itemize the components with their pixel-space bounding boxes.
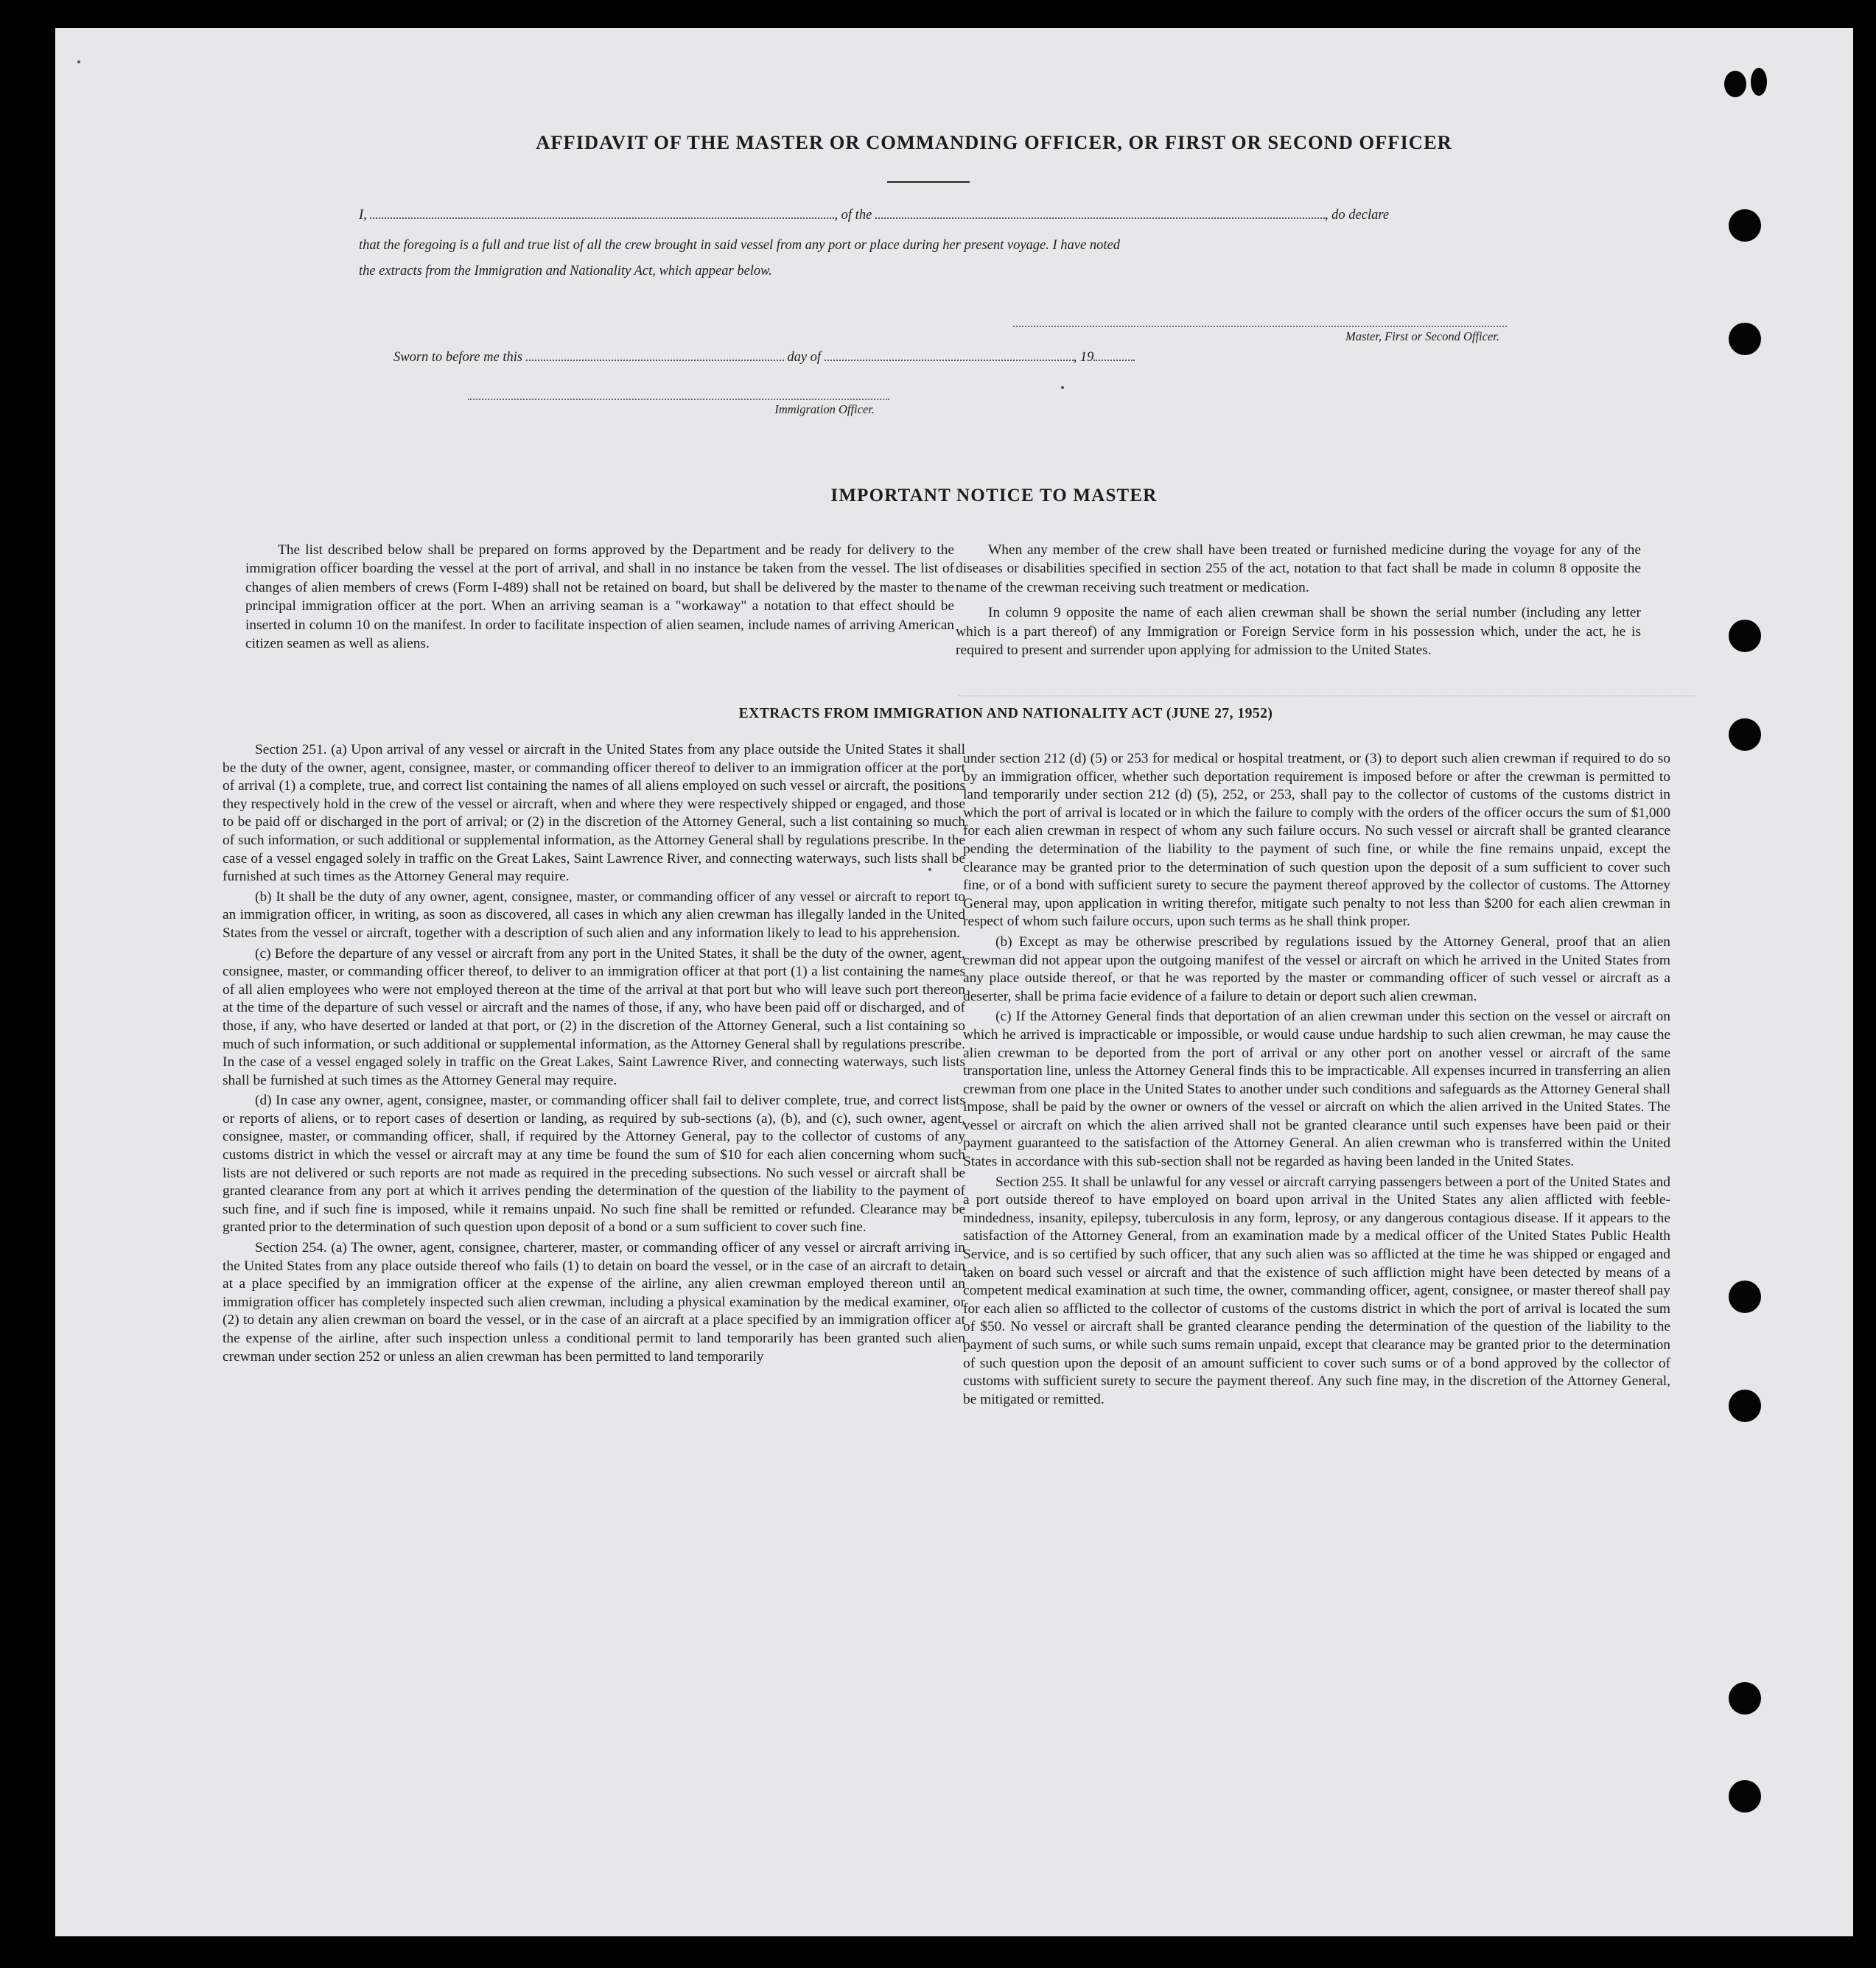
notice-left-column — [245, 541, 954, 655]
statute-paragraph: (d) In case any owner, agent, consignee, master, or commanding officer shall fail to deliver complete, true, and correct lists or reports of aliens, or to report cases of desertion or landing, as required by sub-sections (a), (b), and (c), such owner, agent, consignee, master, or commanding officer, shall, if required by the Attorney General, pay to the collector of customs of any customs district in which the vessel or aircraft may at any time be found the sum of $10 for each alien concerning whom such lists are not delivered or such reports are not made as required in the preceding subsections. No such vessel or aircraft shall be granted clearance from any port at which it arrives pending the determination of the question of the liability to the payment of such fine, and if such fine is imposed, while it remains unpaid. No such fine shall be remitted or refunded. Clearance may be granted prior to the determination of such question upon deposit of a bond or a sum sufficient to cover such fine. — [223, 1093, 965, 1236]
sworn-year: , 19 — [1073, 350, 1094, 365]
punch-hole — [1729, 1780, 1761, 1813]
sworn-day-of: day of — [787, 350, 822, 365]
master-signature-label: Master, First or Second Officer. — [1345, 329, 1499, 343]
declaration-i: I, — [359, 208, 367, 223]
punch-hole — [1729, 620, 1761, 652]
speck — [77, 60, 80, 63]
statute-paragraph: Section 254. (a) The owner, agent, consignee, charterer, master, or commanding officer of any vessel or aircraft arriving in the United States from any place outside thereof who fails (1) to detain on board the vessel, or in the case of an aircraft to detain at a place specified by an immigration officer at the expense of the airline, any alien crewman employed thereon until an immigration officer has completely inspected such alien crewman, including a physical examination by the medical examiner, or (2) to detain any alien crewman on board the vessel, or in the case of an aircraft at a place specified by an immigration officer at the expense of the airline, after such inspection unless a conditional permit to land temporarily has been granted such alien crewman under section 252 or unless an alien crewman has been permitted to land temporarily — [223, 1240, 965, 1365]
statute-paragraph: (b) It shall be the duty of any owner, agent, consignee, master, or commanding officer of any vessel or aircraft to report to an immigration officer, in writing, as soon as discovered, all cases in which any alien crewman has illegally landed in the United States from the vessel or aircraft, together with a description of such alien and any information likely to lead to his apprehension. — [223, 889, 965, 941]
name-field[interactable] — [370, 207, 834, 219]
statute-paragraph: under section 212 (d) (5) or 253 for medical or hospital treatment, or (3) to deport such alien crewman if required to do so by an immigration officer, whether such deportation requirement is imposed before or after the crewman is permitted to land temporarily under section 212 (d) (5), 252, or 253, shall pay to the collector of customs of the customs district in which the port of arrival is located or in which the failure to comply with the orders of the officer occurs the sum of $1,000 for each alien crewman in respect of whom any such failure occurs. No such vessel or aircraft shall be granted clearance pending the determination of the liability to the payment of such fine, or while the fine remains unpaid, except the clearance may be granted prior to the determination of such question upon the deposit of a sum sufficient to cover such fine, or of a bond with sufficient surety to secure the payment thereof approved by the collector of customs. The Attorney General may, upon application in writing therefor, mitigate such penalty to not less than $200 for each alien crewman in respect of whom such failure occurs, upon such terms as he shall think proper. — [963, 751, 1670, 930]
extracts-title: EXTRACTS FROM IMMIGRATION AND NATIONALITY ACT (JUNE 27, 1952) — [738, 706, 1273, 721]
speck — [1061, 386, 1064, 389]
statute-paragraph: (c) If the Attorney General finds that deportation of an alien crewman under this section on the vessel or aircraft on which he arrived is impracticable or impossible, or would cause undue hardship to such alien crewman, he may cause the alien crewman to be deported from the port of arrival or any other port on another vessel or aircraft of the same transportation line, unless the Attorney General finds this to be impracticable. All expenses incurred in transferring an alien crewman from one place in the United States to another under such conditions and safeguards as the Attorney General shall impose, shall be paid by the owner or owners of the vessel or aircraft on which the alien arrived in the United States. The vessel or aircraft on which the alien arrived shall not be granted clearance until such expenses have been paid or their payment guaranteed to the satisfaction of the Attorney General. An alien crewman who is transferred within the United States in accordance with this sub-section shall not be regarded as having been landed in the United States. — [963, 1009, 1670, 1170]
punch-hole — [1729, 1682, 1761, 1715]
declaration-line-1 — [359, 207, 1389, 223]
declaration-line-2: that the foregoing is a full and true list of all the crew brought in said vessel from any port or place during her present voyage. I have noted — [359, 238, 1120, 253]
notice-right-column — [956, 541, 1641, 666]
punch-hole — [1729, 209, 1761, 242]
notice-paragraph: When any member of the crew shall have been treated or furnished medicine during the voyage for any of the diseases or disabilities specified in section 255 of the act, notation to that fact shall be made in column 8 opposite the name of the crewman receiving such treatment or medication. — [956, 542, 1641, 595]
punch-hole — [1729, 323, 1761, 355]
statute-paragraph: Section 251. (a) Upon arrival of any vessel or aircraft in the United States from any place outside the United States it shall be the duty of the owner, agent, consignee, master, or commanding officer thereof to deliver to an immigration officer at the port of arrival (1) a complete, true, and correct list containing the names of all aliens employed on such vessel or aircraft, the positions they respectively hold in the crew of the vessel or aircraft, when and where they were respectively shipped or engaged, and those to be paid off or discharged in the port of arrival; or (2) in the discretion of the Attorney General, such a list containing so much of such information, or such additional or supplemental information, as the Attorney General shall by regulations prescribe. In the case of a vessel engaged solely in traffic on the Great Lakes, Saint Lawrence River, and connecting waterways, such lists shall be furnished at such times as the Attorney General may require. — [223, 742, 965, 885]
declaration-line-3: the extracts from the Immigration and Nationality Act, which appear below. — [359, 264, 772, 279]
master-signature-field[interactable] — [1013, 326, 1507, 327]
statute-paragraph: Section 255. It shall be unlawful for any vessel or aircraft carrying passengers between a port of the United States and a port outside thereof to have employed on board upon arrival in the United States any alien afflicted with feeble-mindedness, insanity, epilepsy, tuberculosis in any form, leprosy, or any dangerous contagious disease. If it appears to the satisfaction of the Attorney General, from an examination made by a medical officer of the United States Public Health Service, and is so certified by such officer, that any such alien was so afflicted at the time he was shipped or engaged and taken on board such vessel or aircraft and that the existence of such affliction might have been detected by means of a competent medical examination at such time, the owner, commanding officer, agent, consignee, or master thereof shall pay for each alien so afflicted to the collector of customs of the customs district in which the port of arrival is located the sum of $50. No vessel or aircraft shall be granted clearance pending the determination of the question of the liability to the payment of such sums, or while such sums remain unpaid, except that clearance may be granted prior to the determination of such question upon the deposit of an amount sufficient to cover such sums or of a bond approved by the collector of customs with sufficient surety to secure the payment thereof. Any such fine may, in the discretion of the Attorney General, be mitigated or remitted. — [963, 1174, 1670, 1407]
sworn-day-field[interactable] — [526, 349, 784, 361]
punch-hole — [1724, 71, 1746, 97]
sworn-year-field[interactable] — [1093, 349, 1135, 361]
punch-hole — [1729, 1281, 1761, 1313]
declaration-do-declare: , do declare — [1324, 208, 1390, 223]
extracts-right-column — [963, 750, 1670, 1411]
title-underline — [887, 181, 970, 183]
punch-hole — [1729, 718, 1761, 751]
document-page — [55, 28, 1853, 1936]
sworn-line — [393, 349, 1135, 365]
affidavit-title: AFFIDAVIT OF THE MASTER OR COMMANDING OFFICER, OR FIRST OR SECOND OFFICER — [536, 131, 1452, 153]
notice-paragraph: In column 9 opposite the name of each alien crewman shall be shown the serial number (including any letter which is a part thereof) of any Immigration or Foreign Service form in his possession which, under the act, he is required to present and surrender upon applying for admission to the United States. — [956, 605, 1641, 659]
notice-title: IMPORTANT NOTICE TO MASTER — [830, 486, 1158, 505]
statute-paragraph: (c) Before the departure of any vessel or aircraft from any port in the United States, it shall be the duty of the owner, agent, consignee, master, or commanding officer thereof, to deliver to an immigration officer at that port (1) a list containing the names of all alien employees who were not employed thereon at the time of the arrival at that port but who will leave such port thereon at the time of the departure of such vessel or aircraft and the names of those, if any, who have been paid off or discharged, and of those, if any, who have deserted or landed at that port, or (2) in the discretion of the Attorney General, such a list containing so much of such information, or such additional or supplemental information, as the Attorney General shall by regulations prescribe. In the case of a vessel engaged solely in traffic on the Great Lakes, Saint Lawrence River, and connecting waterways, such lists shall be furnished at such times as the Attorney General may require. — [223, 945, 965, 1088]
punch-hole — [1729, 1390, 1761, 1422]
vessel-field[interactable] — [875, 207, 1325, 219]
punch-hole — [1751, 68, 1767, 96]
statute-paragraph: (b) Except as may be otherwise prescribed by regulations issued by the Attorney General, proof that an alien crewman did not appear upon the outgoing manifest of the vessel or aircraft on which he arrived in the United States from any place outside thereof, or that he was reported by the master or commanding officer of such vessel or aircraft as a deserter, shall be prima facie evidence of a failure to detain or deport such alien crewman. — [963, 934, 1670, 1004]
notice-paragraph: The list described below shall be prepared on forms approved by the Department and be ready for delivery to the immigration officer boarding the vessel at the port of arrival, and shall in no instance be taken from the vessel. The list of changes of alien members of crews (Form I-489) shall not be retained on board, but shall be delivered by the master to the principal immigration officer at the port. When an arriving seaman is a "workaway" a notation to that effect should be inserted in column 10 on the manifest. In order to facilitate inspection of alien seamen, include names of arriving American citizen seamen as well as aliens. — [245, 542, 954, 652]
declaration-of-the: , of the — [834, 208, 872, 223]
sworn-month-field[interactable] — [825, 349, 1074, 361]
immigration-officer-label: Immigration Officer. — [774, 402, 875, 416]
sworn-prefix: Sworn to before me this — [393, 350, 523, 365]
immigration-officer-signature-field[interactable] — [468, 399, 889, 400]
extracts-left-column — [223, 741, 965, 1368]
